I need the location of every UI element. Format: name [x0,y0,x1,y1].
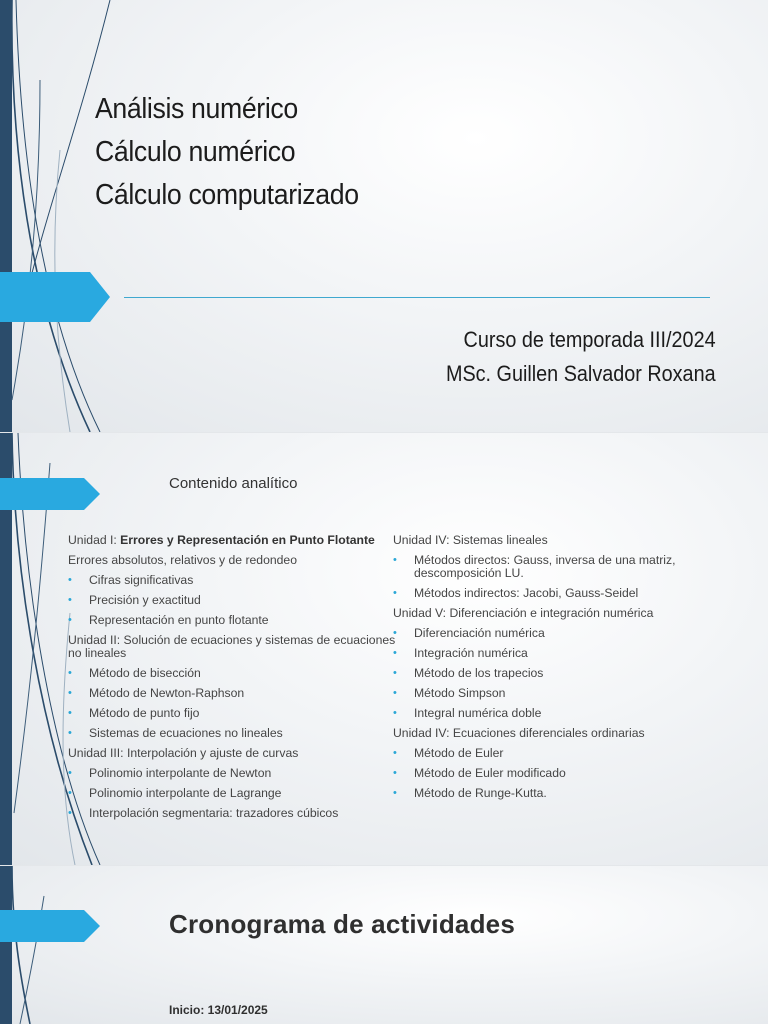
unit-heading [393,534,723,547]
topic-text: Integración numérica [414,646,528,660]
topic-list-item [393,667,723,680]
slide-contents[interactable] [0,433,768,865]
topic-text: Método de los trapecios [414,666,544,680]
topic-list-item [68,767,396,780]
unit-heading [393,607,723,620]
topic-list-item [68,687,396,700]
unit-title-bold: Errores y Representación en Punto Flotante [120,533,375,547]
topic-list-item [68,787,396,800]
topic-text: Métodos indirectos: Jacobi, Gauss-Seidel [414,586,639,600]
slide-left-bar [0,0,12,432]
unit-heading [68,554,396,567]
topic-text: Polinomio interpolante de Lagrange [89,786,282,800]
topic-text: Método de Euler modificado [414,766,566,780]
contents-right-column [393,534,723,807]
topic-text: Métodos directos: Gauss, inversa de una matriz, descomposición LU. [414,553,676,580]
topic-text: Diferenciación numérica [414,626,545,640]
topic-text: Representación en punto flotante [89,613,269,627]
topic-list-item [68,727,396,740]
unit-heading-text: Errores absolutos, relativos y de redondeo [68,553,297,567]
unit-heading-text: Unidad II: Solución de ecuaciones y sistemas de ecuaciones no lineales [68,633,396,660]
title-line-2: Cálculo numérico [95,136,296,168]
topic-text: Precisión y exactitud [89,593,201,607]
slide-title-block [95,88,382,217]
topic-text: Método de Euler [414,746,504,760]
decorative-swoosh-lines [0,866,120,1024]
topic-list-item [393,587,723,600]
topic-list-item [68,807,396,820]
topic-list-item [68,574,396,587]
title-line-3: Cálculo computarizado [95,179,359,211]
topic-list-item [393,747,723,760]
topic-text: Polinomio interpolante de Newton [89,766,272,780]
topic-text: Método de punto fijo [89,706,200,720]
topic-text: Cifras significativas [89,573,194,587]
topic-list-item [68,594,396,607]
unit-heading [68,634,396,660]
topic-list-item [393,627,723,640]
topic-text: Método Simpson [414,686,506,700]
unit-heading [68,534,396,547]
unit-heading-text: Unidad V: Diferenciación e integración numérica [393,606,654,620]
topic-list-item [393,647,723,660]
topic-list-item [393,687,723,700]
topic-text: Método de Newton-Raphson [89,686,245,700]
topic-list-item [393,554,723,580]
contents-heading: Contenido analítico [169,475,298,492]
instructor-name: MSc. Guillen Salvador Roxana [446,361,716,386]
accent-arrow-tab [0,478,100,510]
topic-text: Método de bisección [89,666,201,680]
schedule-heading: Cronograma de actividades [169,909,515,939]
unit-heading-text: Unidad III: Interpolación y ajuste de curvas [68,746,299,760]
topic-list-item [393,787,723,800]
title-divider [124,297,710,298]
accent-arrow-tab [0,272,110,322]
unit-heading [393,727,723,740]
start-date: Inicio: 13/01/2025 [169,1003,268,1017]
slide-schedule[interactable] [0,866,768,1024]
unit-heading-text: Unidad IV: Ecuaciones diferenciales ordinarias [393,726,645,740]
slide-subtitle-block [416,323,716,391]
contents-left-column [68,534,396,827]
course-name: Curso de temporada III/2024 [463,327,716,352]
topic-list-item [68,614,396,627]
slide-title[interactable] [0,0,768,432]
topic-list-item [68,667,396,680]
unit-heading [68,747,396,760]
unit-heading-text: Unidad IV: Sistemas lineales [393,533,548,547]
topic-text: Interpolación segmentaria: trazadores cúbicos [89,806,339,820]
accent-arrow-tab [0,910,100,942]
unit-prefix: Unidad I: [68,533,121,547]
topic-list-item [68,707,396,720]
topic-list-item [393,767,723,780]
topic-list-item [393,707,723,720]
topic-text: Método de Runge-Kutta. [414,786,547,800]
slide-left-bar [0,866,12,1024]
topic-text: Sistemas de ecuaciones no lineales [89,726,283,740]
title-line-1: Análisis numérico [95,93,298,125]
topic-text: Integral numérica doble [414,706,542,720]
